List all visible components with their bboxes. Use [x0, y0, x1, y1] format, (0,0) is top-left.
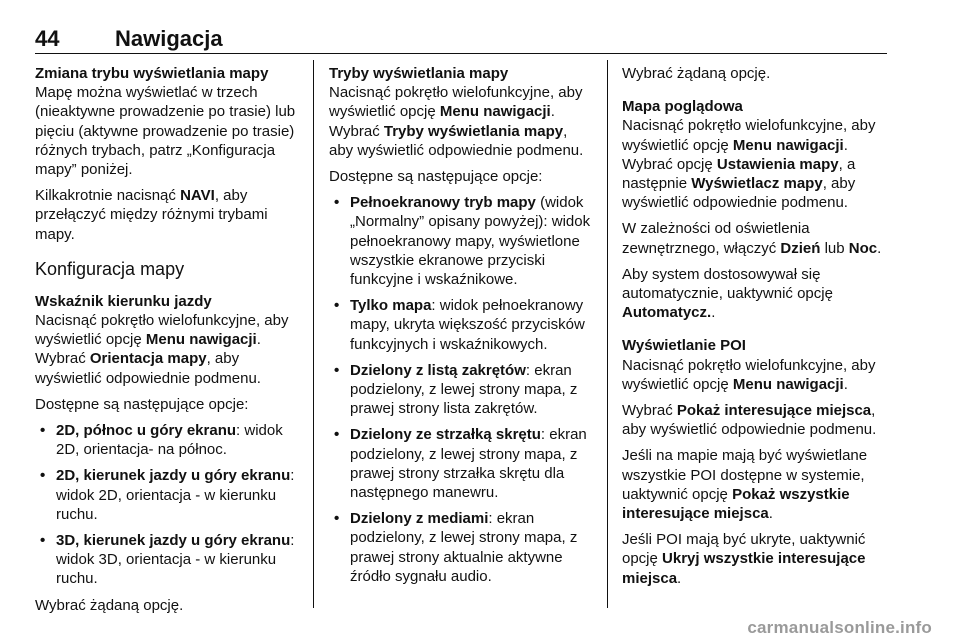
- paragraph: Mapę można wyświetlać w trzech (nieaktywne prowadzenie po trasie) lub pięciu (aktywne prowadzenie po trasie) różnych trybach, patrz „Konfiguracja mapy” poniżej.: [35, 84, 296, 179]
- bullet-icon: •: [40, 532, 46, 550]
- column-1: [35, 64, 297, 622]
- key-navi: NAVI: [180, 187, 215, 205]
- heading-mapa-pogladowa: Mapa poglądowa: [622, 98, 743, 116]
- paragraph: Jeśli na mapie mają być wyświetlane wszystkie POI dostępne w systemie, uaktywnić opcję Pokaż wszystkie interesujące miejsca.: [622, 447, 868, 523]
- header-divider: [35, 53, 887, 54]
- paragraph: Wybrać żądaną opcję.: [35, 596, 184, 614]
- list-item: • 3D, kierunek jazdy u góry ekranu: widok 3D, orientacja - w kierunku ruchu.: [40, 532, 295, 588]
- list-item: • Dzielony ze strzałką skrętu: ekran podzielony, z lewej strony mapa, z prawej strony strzałka skrętu dla następnego manewru.: [334, 426, 587, 502]
- paragraph: W zależności od oświetlenia zewnętrznego, włączyć Dzień lub Noc.: [622, 220, 882, 257]
- paragraph: Dostępne są następujące opcje:: [329, 168, 543, 186]
- bullet-icon: •: [334, 510, 340, 528]
- paragraph: Kilkakrotnie nacisnąć NAVI, aby przełączyć między różnymi trybami mapy.: [35, 187, 268, 243]
- paragraph: Nacisnąć pokrętło wielofunkcyjne, aby wyświetlić opcję Menu nawigacji.: [622, 356, 876, 393]
- bullet-icon: •: [334, 426, 340, 444]
- paragraph: Wybrać Pokaż interesujące miejsca, aby wyświetlić odpowiednie podmenu.: [622, 402, 877, 439]
- list-item: • Dzielony z mediami: ekran podzielony, z lewej strony mapa, z prawej strony aktualnie aktywne źródło sygnału audio.: [334, 510, 578, 585]
- column-3: [622, 64, 890, 595]
- paragraph: Jeśli POI mają być ukryte, uaktywnić opcję Ukryj wszystkie interesujące miejsca.: [622, 531, 866, 587]
- paragraph: Nacisnąć pokrętło wielofunkcyjne, aby wyświetlić opcję Menu nawigacji. Wybrać opcję Ustawienia mapy, a następnie Wyświetlacz mapy, aby wyświetlić odpowiednie podmenu.: [622, 117, 876, 212]
- heading-tryby-wyswietlania: Tryby wyświetlania mapy: [329, 65, 509, 82]
- bullet-icon: •: [40, 467, 46, 485]
- paragraph: Aby system dostosowywał się automatycznie, uaktywnić opcję Automatycz..: [622, 265, 833, 322]
- paragraph: Nacisnąć pokrętło wielofunkcyjne, aby wyświetlić opcję Menu nawigacji. Wybrać Tryby wyświetlania mapy, aby wyświetlić odpowiednie podmenu.: [329, 84, 584, 159]
- list-item: • 2D, kierunek jazdy u góry ekranu: widok 2D, orientacja - w kierunku ruchu.: [40, 467, 295, 523]
- paragraph: Wybrać żądaną opcję.: [622, 65, 771, 82]
- paragraph: Nacisnąć pokrętło wielofunkcyjne, aby wyświetlić opcję Menu nawigacji. Wybrać Orientacja mapy, aby wyświetlić odpowiednie podmenu.: [35, 312, 289, 387]
- column-divider-1: [313, 60, 314, 608]
- options-list: [35, 421, 297, 589]
- list-item: • Pełnoekranowy tryb mapy (widok „Normalny” opisany powyżej): widok pełnoekranowy mapy, wyświetlone wszystkie ekranowe przyciski funkcyjne i wskaźnikowe.: [334, 194, 591, 289]
- heading-konfiguracja-mapy: Konfiguracja mapy: [35, 258, 185, 279]
- watermark-text: carmanualsonline.info: [747, 618, 932, 637]
- list-item: • Dzielony z listą zakrętów: ekran podzielony, z lewej strony mapa, z prawej strony lista zakrętów.: [334, 361, 578, 418]
- bullet-icon: •: [334, 297, 340, 315]
- page-number: 44: [35, 26, 60, 51]
- list-item: • 2D, północ u góry ekranu: widok 2D, orientacja- na północ.: [40, 422, 283, 459]
- bullet-icon: •: [334, 361, 340, 379]
- paragraph: Dostępne są następujące opcje:: [35, 395, 249, 413]
- heading-wskaznik-kierunku: Wskaźnik kierunku jazdy: [35, 292, 212, 310]
- column-divider-2: [607, 60, 608, 608]
- heading-wyswietlanie-poi: Wyświetlanie POI: [622, 337, 746, 355]
- heading-zmiana-trybu: Zmiana trybu wyświetlania mapy: [35, 65, 269, 82]
- list-item: • Tylko mapa: widok pełnoekranowy mapy, ukryta większość przycisków funkcyjnych i wskaźnikowych.: [334, 297, 585, 353]
- bullet-icon: •: [334, 194, 340, 212]
- bullet-icon: •: [40, 422, 46, 440]
- page-title: Nawigacja: [115, 26, 223, 51]
- options-list: [329, 193, 591, 586]
- column-2: [329, 64, 591, 593]
